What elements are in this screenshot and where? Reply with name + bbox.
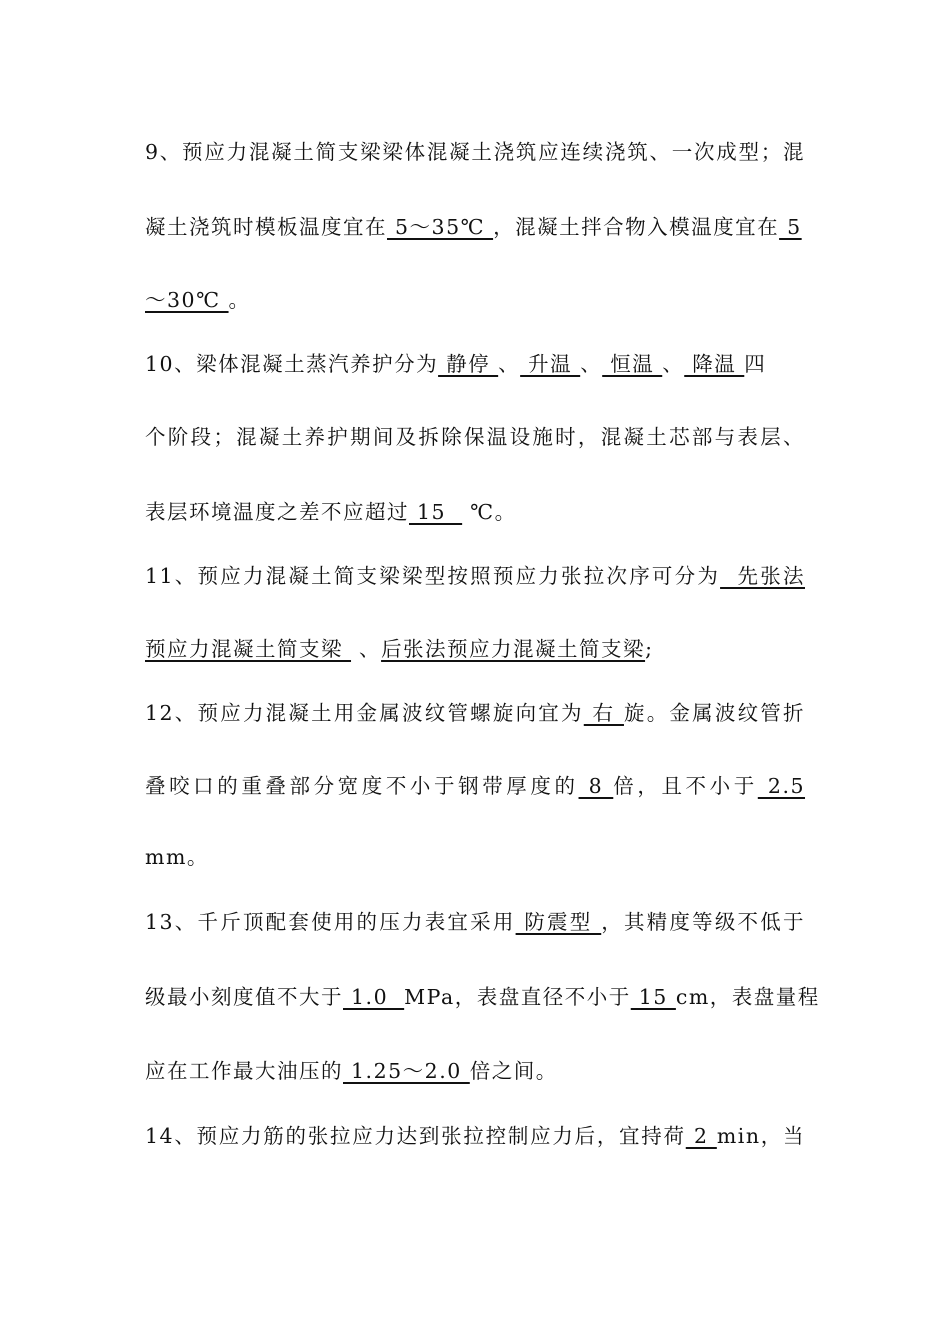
text-line <box>145 982 820 1012</box>
text-segment: 应在工作最大油压的 <box>145 1059 343 1083</box>
text-segment: 、 <box>662 352 685 376</box>
answer-blank: 15 <box>630 985 676 1009</box>
answer-blank: 1.0 <box>343 985 405 1009</box>
text-segment: 11、预应力混凝土简支梁梁型按照预应力张拉次序可分为 <box>145 564 721 588</box>
text-segment: ，混凝土拌合物入模温度宜在 <box>493 215 780 239</box>
answer-blank: 后张法预应力混凝土简支梁 <box>381 637 646 661</box>
text-line <box>145 842 805 872</box>
answer-blank: ～30℃ <box>145 288 229 312</box>
answer-blank: 5～35℃ <box>387 215 494 239</box>
text-segment: ℃。 <box>462 500 517 524</box>
text-line <box>145 212 805 242</box>
text-segment: 凝土浇筑时模板温度宜在 <box>145 215 387 239</box>
text-line <box>145 698 805 728</box>
text-segment: 14、预应力筋的张拉应力达到张拉控制应力后，宜持荷 <box>145 1124 686 1148</box>
answer-blank: 5 <box>779 215 802 239</box>
text-segment: 、 <box>498 352 521 376</box>
text-segment: 叠咬口的重叠部分宽度不小于钢带厚度的 <box>145 774 579 798</box>
answer-blank: 2.5 <box>757 774 806 798</box>
answer-blank: 预应力混凝土简支梁 <box>145 637 352 661</box>
text-segment: ; <box>645 637 654 661</box>
text-line <box>145 497 805 527</box>
text-segment: 。 <box>228 288 251 312</box>
text-segment: 个阶段；混凝土养护期间及拆除保温设施时，混凝土芯部与表层、 <box>145 425 805 449</box>
text-segment: MPa，表盘直径不小于 <box>404 985 631 1009</box>
text-segment: cm，表盘量程 <box>675 985 820 1009</box>
text-segment: mm。 <box>145 845 209 869</box>
text-segment: min，当 <box>716 1124 805 1148</box>
text-line <box>145 771 805 801</box>
answer-blank: 1.25～2.0 <box>343 1059 470 1083</box>
text-segment: 、 <box>580 352 603 376</box>
answer-blank: 先张法 <box>720 564 805 588</box>
answer-blank: 右 <box>583 701 624 725</box>
answer-blank: 降温 <box>684 352 745 376</box>
text-line <box>145 907 805 937</box>
text-line <box>145 137 805 167</box>
text-line <box>145 422 805 452</box>
text-line <box>145 634 805 664</box>
text-segment: 级最小刻度值不大于 <box>145 985 343 1009</box>
text-line <box>145 349 805 379</box>
answer-blank: 8 <box>578 774 614 798</box>
text-line <box>145 561 805 591</box>
answer-blank: 升温 <box>520 352 581 376</box>
answer-blank: 2 <box>685 1124 717 1148</box>
text-segment: 四 <box>744 352 767 376</box>
text-segment: 13、千斤顶配套使用的压力表宜采用 <box>145 910 516 934</box>
text-segment: ，其精度等级不低于 <box>601 910 805 934</box>
text-segment: 10、梁体混凝土蒸汽养护分为 <box>145 352 439 376</box>
answer-blank: 静停 <box>438 352 499 376</box>
text-segment: 旋。金属波纹管折 <box>623 701 806 725</box>
answer-blank: 防震型 <box>515 910 602 934</box>
text-segment: 倍之间。 <box>469 1059 558 1083</box>
answer-blank: 恒温 <box>602 352 663 376</box>
answer-blank: 15 <box>409 500 463 524</box>
text-segment: 9、预应力混凝土简支梁梁体混凝土浇筑应连续浇筑、一次成型；混 <box>145 140 805 164</box>
text-segment: 12、预应力混凝土用金属波纹管螺旋向宜为 <box>145 701 584 725</box>
text-line <box>145 1121 805 1151</box>
text-segment: 表层环境温度之差不应超过 <box>145 500 409 524</box>
text-line <box>145 285 805 315</box>
text-segment: 倍，且不小于 <box>613 774 758 798</box>
text-segment: 、 <box>351 637 382 661</box>
text-line <box>145 1056 805 1086</box>
